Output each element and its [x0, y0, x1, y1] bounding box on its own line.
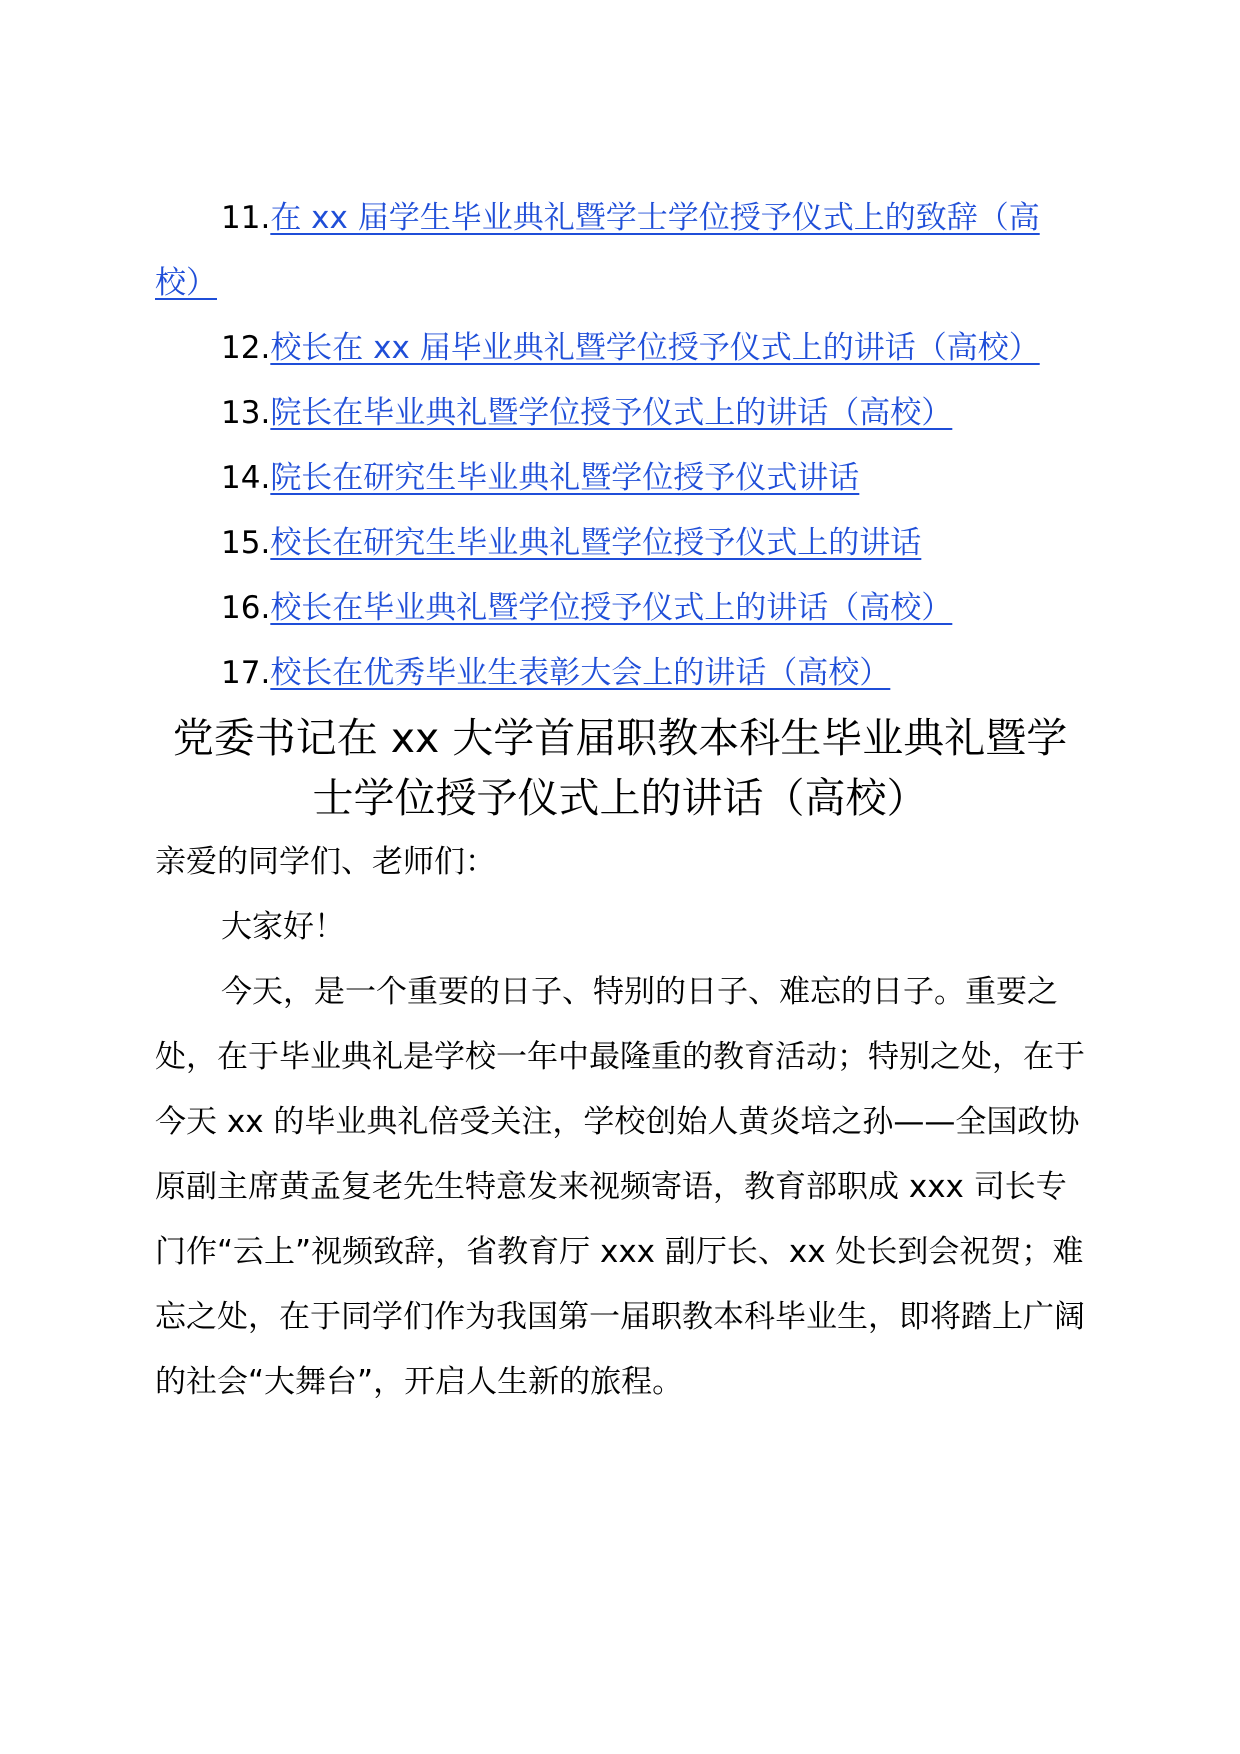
toc-number: 12. — [221, 330, 271, 366]
salutation: 亲爱的同学们、老师们： — [155, 844, 496, 880]
toc-link[interactable]: 校长在 xx 届毕业典礼暨学位授予仪式上的讲话（高校） — [270, 330, 1040, 366]
table-of-contents — [155, 186, 1085, 706]
document-content — [155, 186, 1085, 1415]
toc-item-16 — [155, 576, 1085, 641]
toc-number: 11. — [221, 200, 271, 236]
toc-number: 15. — [221, 525, 271, 561]
toc-link[interactable]: 院长在研究生毕业典礼暨学位授予仪式讲话 — [270, 460, 860, 496]
toc-link[interactable]: 校长在研究生毕业典礼暨学位授予仪式上的讲话 — [270, 525, 922, 561]
toc-link[interactable]: 校长在优秀毕业生表彰大会上的讲话（高校） — [270, 655, 891, 691]
toc-number: 13. — [221, 395, 271, 431]
article-title: 党委书记在 xx 大学首届职教本科生毕业典礼暨学士学位授予仪式上的讲话（高校） — [172, 714, 1068, 822]
toc-item-12 — [155, 316, 1085, 381]
toc-item-11 — [155, 186, 1085, 316]
greeting: 大家好！ — [221, 909, 345, 945]
toc-link[interactable]: 校长在毕业典礼暨学位授予仪式上的讲话（高校） — [270, 590, 953, 626]
toc-item-17 — [155, 641, 1085, 706]
toc-link[interactable]: 院长在毕业典礼暨学位授予仪式上的讲话（高校） — [270, 395, 953, 431]
toc-item-14 — [155, 446, 1085, 511]
toc-item-15 — [155, 511, 1085, 576]
toc-number: 14. — [221, 460, 271, 496]
toc-item-13 — [155, 381, 1085, 446]
toc-number: 17. — [221, 655, 271, 691]
toc-number: 16. — [221, 590, 271, 626]
body-paragraph: 今天，是一个重要的日子、特别的日子、难忘的日子。重要之处，在于毕业典礼是学校一年中最隆重的教育活动；特别之处，在于今天 xx 的毕业典礼倍受关注，学校创始人黄炎培之孙——全国政协原副主席黄孟复老先生特意发来视频寄语，教育部职成 xxx 司长专门作“云上”视频致辞，省教育厅 xxx 副厅长、xx 处长到会祝贺；难忘之处，在于同学们作为我国第一届职教本科毕业生，即将踏上广阔的社会“大舞台”，开启人生新的旅程。 — [155, 974, 1085, 1400]
toc-link[interactable]: 在 xx 届学生毕业典礼暨学士学位授予仪式上的致辞（高校） — [155, 200, 1040, 301]
